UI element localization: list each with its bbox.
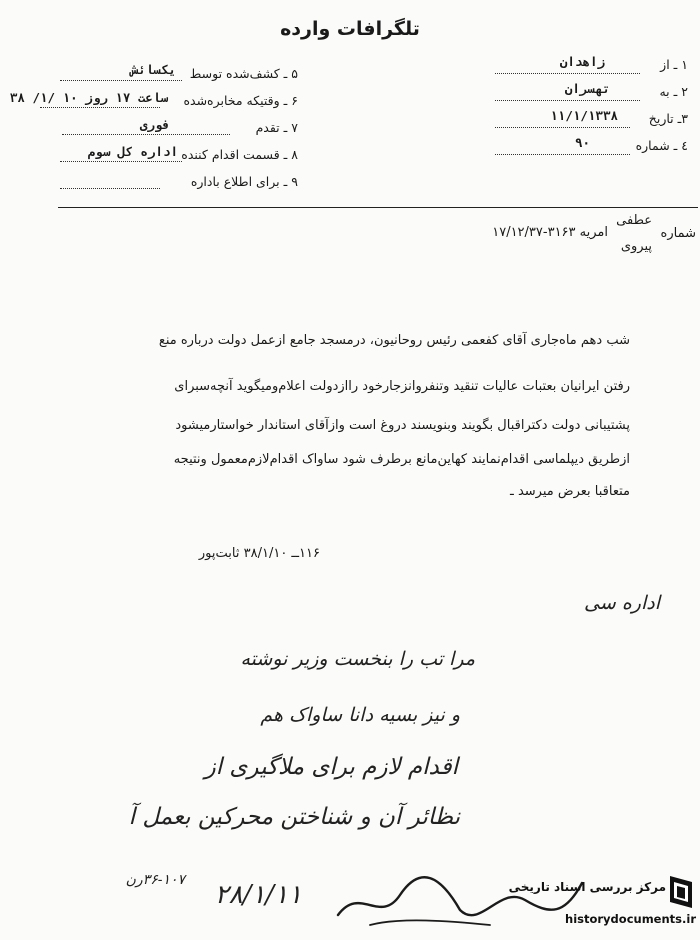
field-value: ۱۱/۱/۱۳۳۸	[550, 108, 618, 123]
signature-line: ۱۱۶ــ ۳۸/۱/۱۰ ثابت‌پور	[198, 546, 320, 561]
signature-scribble	[330, 855, 590, 935]
field-label: ۶ ـ وقتیکه مخابره‌شده	[183, 93, 298, 108]
fill-line	[495, 127, 630, 128]
field-value: فوری	[139, 117, 170, 132]
field-value: زاهدان	[559, 54, 605, 69]
handwritten-note: مرا تب را بنخست وزیر نوشته	[240, 648, 475, 670]
reference-line: امریه ۳۱۶۳-۱۷/۱۲/۳۷	[492, 225, 608, 240]
handwritten-date: ۲۸/۱/۱۱	[214, 880, 302, 910]
fill-line	[60, 188, 160, 189]
header-divider	[58, 207, 698, 208]
handwritten-margin-code: ۳۶-۱۰۷رن	[125, 872, 185, 888]
field-label: ۲ ـ به	[659, 84, 688, 99]
body-line: متعاقبا بعرض میرسد ـ	[510, 484, 630, 499]
handwritten-note: اداره سی	[584, 592, 660, 614]
fill-line	[60, 80, 182, 81]
archive-name: مرکز بررسی اسناد تاریخی	[508, 880, 666, 894]
body-line: پشتیبانی دولت دکتراقبال بگویند وبنویسند دروغ است وازآقای استاندار خواستارمیشود	[175, 418, 630, 433]
body-line: شب دهم ماه‌جاری آقای کفعمی رئیس روحانیون، درمسجد جامع ازعمل دولت درباره منع	[158, 333, 630, 348]
field-label: ۹ ـ برای اطلاع باداره	[190, 174, 298, 189]
field-label: ٤ ـ شماره	[635, 138, 688, 153]
fill-line	[62, 134, 230, 135]
reference-peyrovi: پیروی	[620, 239, 652, 254]
fill-line	[40, 107, 160, 108]
body-line: رفتن ایرانیان بعتبات عالیات تنقید وتنفروانزجارخود راازدولت اعلام‌ومیگوید آنچه‌سبرای	[174, 379, 630, 394]
archive-logo-icon	[666, 872, 696, 912]
fill-line	[495, 154, 630, 155]
reference-number-label: شماره	[660, 226, 696, 241]
fill-line	[495, 73, 640, 74]
field-value: تهسران	[564, 81, 610, 96]
body-line: ازطریق دیپلماسی اقدام‌نمایند کهاین‌مانع برطرف شود ساواک اقدام‌لازم‌معمول ونتیجه	[173, 452, 630, 467]
handwritten-note: نظائر آن و شناختن محرکین بعمل آ	[128, 804, 460, 830]
archive-url: historydocuments.ir	[565, 912, 696, 926]
field-value: ۹۰	[574, 135, 590, 150]
field-value: یکسائش	[130, 62, 176, 77]
field-value: ساعت ۱۷ روز ۱۰ /۱/ ۳۸	[9, 90, 168, 105]
field-label: ۷ ـ تقدم	[255, 120, 298, 135]
field-label: ۱ ـ از	[660, 57, 688, 72]
handwritten-note: اقدام لازم برای ملاگیری از	[204, 754, 458, 780]
field-value: اداره کل سوم	[87, 144, 178, 159]
handwritten-note: و نیز بسیه دانا ساواک هم	[260, 704, 460, 726]
fill-line	[60, 161, 182, 162]
field-label: ۳ـ تاریخ	[648, 111, 688, 126]
field-label: ۸ ـ قسمت اقدام کننده	[181, 147, 298, 162]
fill-line	[495, 100, 640, 101]
field-label: ۵ ـ کشف‌شده توسط	[189, 66, 298, 81]
archive-watermark	[508, 870, 696, 934]
reference-atf: عطفی	[616, 213, 652, 228]
document-title: تلگرافات وارده	[280, 18, 420, 40]
